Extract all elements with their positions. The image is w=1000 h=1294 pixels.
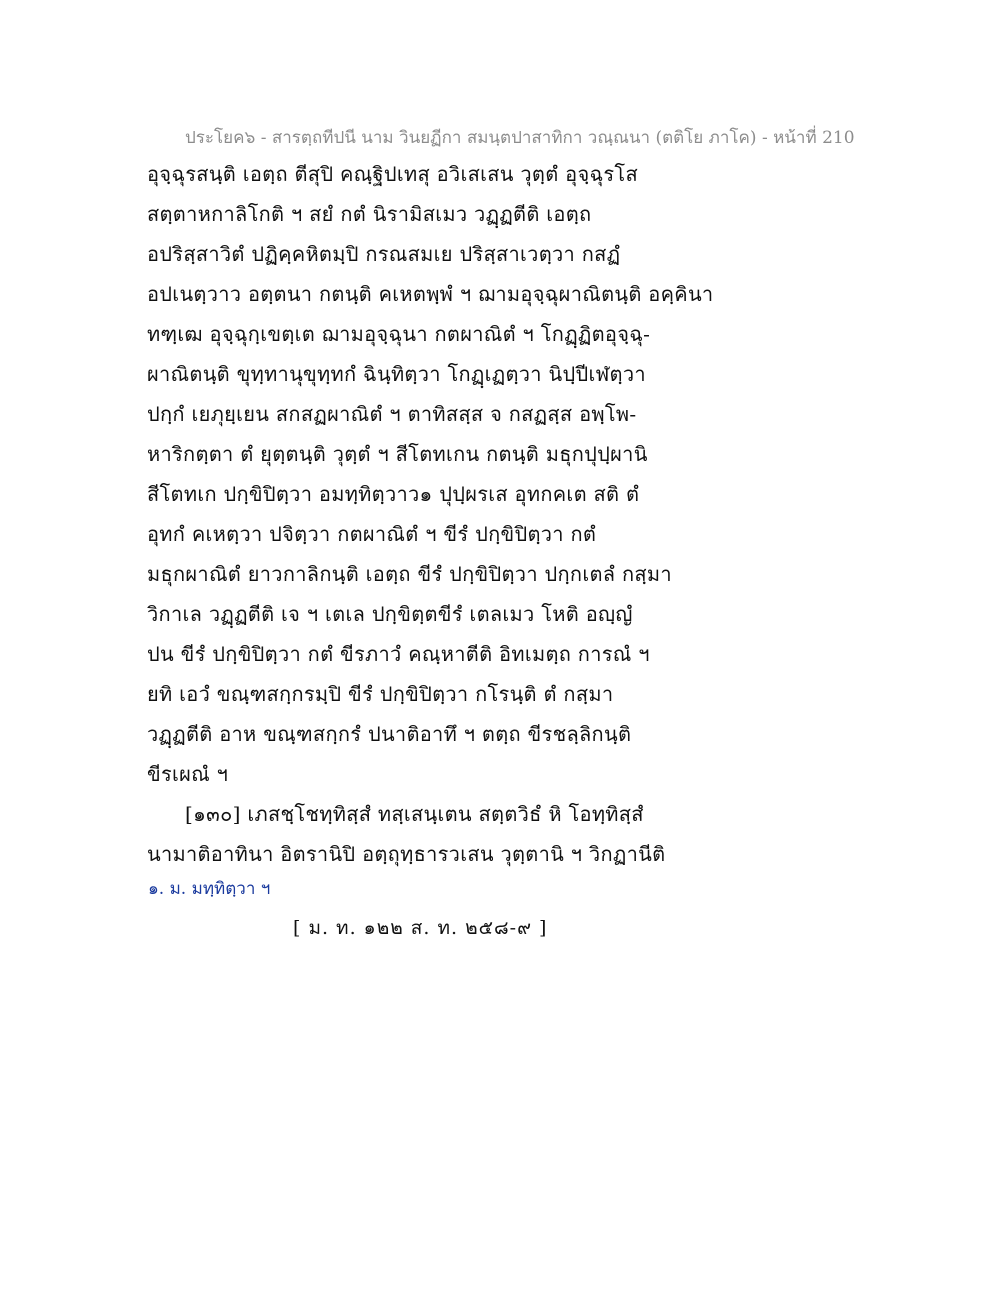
text-line: อปเนตฺวาว อตฺตนา กตนฺติ คเหตพฺพํ ฯ ฌามอุจฺฉุผาณิตนฺติ อคฺคินา	[147, 282, 714, 306]
text-line: ปน ขีรํ ปกฺขิปิตฺวา กตํ ขีรภาวํ คณฺหาตีติ อิทเมตฺถ การณํ ฯ	[147, 642, 650, 666]
text-line: วฏฺฏตีติ อาห ขณฺฑสกฺกรํ ปนาติอาทึ ฯ ตตฺถ ขีรชลฺลิกนฺติ	[147, 722, 632, 746]
text-line: นามาติอาทินา อิตรานิปิ อตฺถุทฺธารวเสน วุตฺตานิ ฯ วิกฏานีติ	[147, 842, 666, 866]
text-line: ทฑฺเฒ อุจฺฉุกฺเขตฺเต ฌามอุจฺฉุนา กตผาณิตํ ฯ โกฏฺฏิตอุจฺฉุ-	[147, 322, 651, 346]
text-line: อุจฺฉุรสนฺติ เอตฺถ ตีสุปิ คณฺฐิปเทสุ อวิเสเสน วุตฺตํ อุจฺฉุรโส	[147, 162, 638, 186]
text-line: อุทกํ คเหตฺวา ปจิตฺวา กตผาณิตํ ฯ ขีรํ ปกฺขิปิตฺวา กตํ	[147, 522, 597, 546]
text-line: ปกฺกํ เยภุยฺเยน สกสฏผาณิตํ ฯ ตาทิสสฺส จ กสฏสฺส อพฺโพ-	[147, 402, 637, 426]
footnote: ๑. ม. มทฺทิตฺวา ฯ	[148, 879, 271, 899]
paragraph-start-line: [๑๓๐] เภสชฺโชทฺทิสฺสํ ทสฺเสนฺเตน สตฺตวิธํ หิ โอทฺทิสฺสํ	[185, 802, 644, 826]
text-line: ผาณิตนฺติ ขุทฺทานุขุทฺทกํ ฉินฺทิตฺวา โกฏฺเฏตฺวา นิปฺปีเฬตฺวา	[147, 362, 646, 386]
text-line: ขีรเผณํ ฯ	[147, 762, 229, 786]
text-line: วิกาเล วฏฺฏตีติ เจ ฯ เตเล ปกฺขิตฺตขีรํ เตลเมว โหติ อญฺญํ	[147, 602, 633, 626]
text-line: ยทิ เอวํ ขณฺฑสกฺกรมฺปิ ขีรํ ปกฺขิปิตฺวา กโรนฺติ ตํ กสฺมา	[147, 682, 614, 706]
page-header: ประโยค๖ - สารตฺถทีปนี นาม วินยฏีกา สมนฺตปาสาทิกา วณฺณนา (ตติโย ภาโค) - หน้าที่ 210	[185, 128, 855, 148]
text-line: หาริกตฺตา ตํ ยุตฺตนฺติ วุตฺตํ ฯ สีโตทเกน กตนฺติ มธุกปุปฺผานิ	[147, 442, 648, 466]
main-text	[147, 160, 847, 880]
text-line: มธุกผาณิตํ ยาวกาลิกนฺติ เอตฺถ ขีรํ ปกฺขิปิตฺวา ปกฺกเตลํ กสฺมา	[147, 562, 672, 586]
text-line: สีโตทเก ปกฺขิปิตฺวา อมทฺทิตฺวาว๑ ปุปฺผรเส อุทกคเต สติ ตํ	[147, 482, 640, 506]
text-line: อปริสฺสาวิตํ ปฏิคฺคหิตมฺปิ กรณสมเย ปริสฺสาเวตฺวา กสฏํ	[147, 242, 621, 266]
page-reference: [ ม. ท. ๑๒๒ ส. ท. ๒๕๘-๙ ]	[293, 917, 548, 939]
text-line: สตฺตาหกาลิโกติ ฯ สยํ กตํ นิรามิสเมว วฏฺฏตีติ เอตฺถ	[147, 202, 592, 226]
